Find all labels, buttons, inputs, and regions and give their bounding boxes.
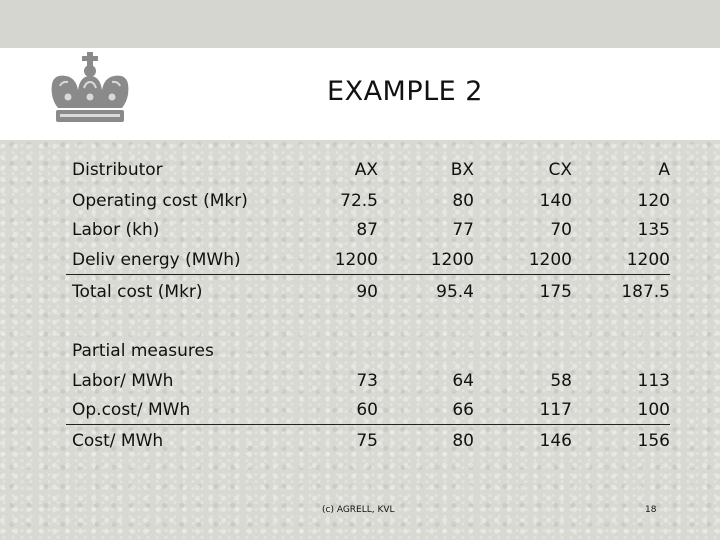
row-label: Deliv energy (MWh) [72, 250, 241, 270]
table-cell: 175 [539, 282, 572, 302]
table-cell: 73 [356, 371, 378, 391]
header-cell: A [658, 160, 670, 180]
table-cell: 1200 [430, 250, 474, 270]
table-cell: 1200 [528, 250, 572, 270]
table-cell: 64 [452, 371, 474, 391]
section-heading-row [0, 341, 670, 369]
table-cell: 70 [550, 220, 572, 240]
table-cell: 146 [539, 431, 572, 451]
row-label: Labor/ MWh [72, 371, 174, 391]
footer-page-number: 18 [645, 505, 657, 515]
table-cell: 100 [637, 400, 670, 420]
row-label: Total cost (Mkr) [72, 282, 203, 302]
table-cell: 117 [539, 400, 572, 420]
table-row [0, 371, 670, 399]
table-row-total [0, 282, 670, 310]
cost-divider [66, 424, 670, 425]
table-cell: 72.5 [340, 191, 378, 211]
row-label: Op.cost/ MWh [72, 400, 191, 420]
table-cell: 87 [356, 220, 378, 240]
table-cell: 58 [550, 371, 572, 391]
slide-title: EXAMPLE 2 [327, 76, 483, 107]
table-cell: 140 [539, 191, 572, 211]
table-cell: 135 [637, 220, 670, 240]
table-cell: 113 [637, 371, 670, 391]
table-row [0, 431, 670, 459]
table-header-row [0, 160, 670, 188]
table-cell: 80 [452, 191, 474, 211]
table-cell: 156 [637, 431, 670, 451]
header-label: Distributor [72, 160, 163, 180]
row-label: Operating cost (Mkr) [72, 191, 248, 211]
table-cell: 75 [356, 431, 378, 451]
section-heading: Partial measures [72, 341, 214, 361]
row-label: Cost/ MWh [72, 431, 164, 451]
table-cell: 66 [452, 400, 474, 420]
table-cell: 80 [452, 431, 474, 451]
top-strip [0, 0, 720, 48]
data-table [0, 150, 670, 470]
footer-copyright: (c) AGRELL, KVL [322, 505, 395, 515]
table-cell: 77 [452, 220, 474, 240]
header-cell: CX [548, 160, 572, 180]
table-row [0, 220, 670, 248]
table-row [0, 191, 670, 219]
table-cell: 95.4 [436, 282, 474, 302]
table-cell: 1200 [626, 250, 670, 270]
table-cell: 120 [637, 191, 670, 211]
table-cell: 1200 [334, 250, 378, 270]
total-divider [66, 274, 670, 275]
header-cell: AX [354, 160, 378, 180]
table-cell: 90 [356, 282, 378, 302]
row-label: Labor (kh) [72, 220, 160, 240]
table-cell: 187.5 [621, 282, 670, 302]
table-cell: 60 [356, 400, 378, 420]
header-cell: BX [450, 160, 474, 180]
